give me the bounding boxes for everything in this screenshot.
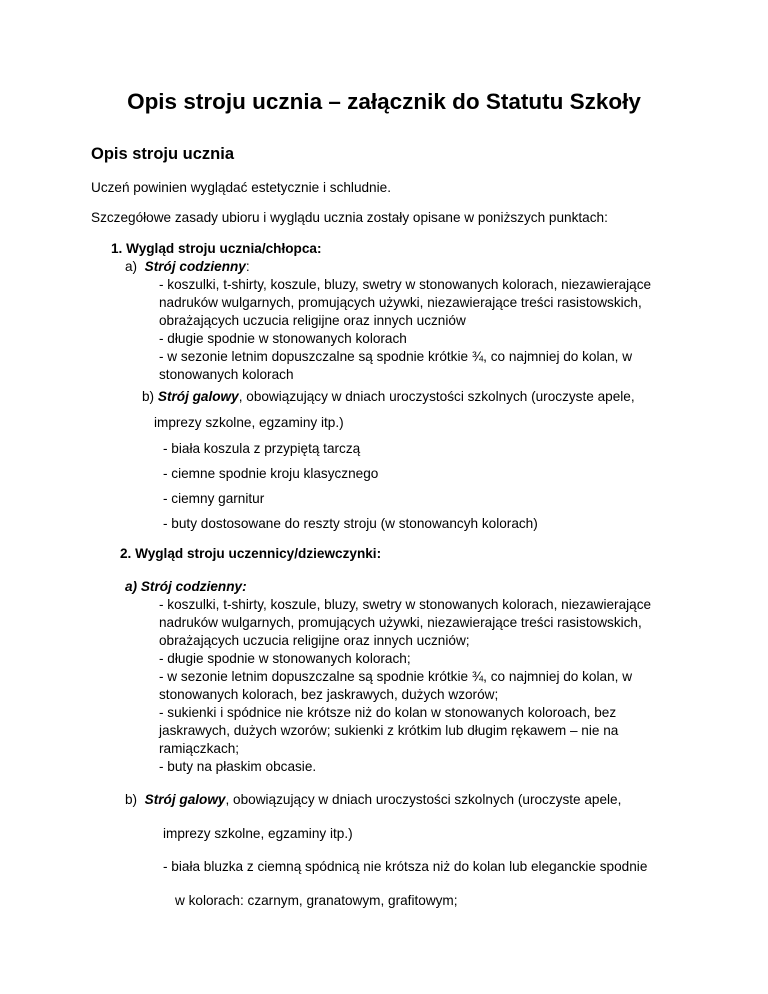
intro-line-2: Szczegółowe zasady ubioru i wyglądu ucznia zostały opisane w poniższych punktach: xyxy=(91,210,608,225)
section-1a-line: nadruków wulgarnych, promujących używki, niezawierające treści rasistowskich, xyxy=(159,295,642,310)
intro-line-1: Uczeń powinien wyglądać estetycznie i schludnie. xyxy=(91,180,391,195)
section-heading: Opis stroju ucznia xyxy=(91,145,235,163)
section-1b-item: - ciemne spodnie kroju klasycznego xyxy=(163,466,379,481)
list-marker: b) xyxy=(142,389,155,404)
section-2a-line: ramiączkach; xyxy=(159,741,240,756)
formal-outfit-label: Strój galowy xyxy=(144,792,226,807)
section-1a-line: stonowanych kolorach xyxy=(159,367,294,382)
section-1a-line: - długie spodnie w stonowanych kolorach xyxy=(159,331,407,346)
section-2b-continuation: imprezy szkolne, egzaminy itp.) xyxy=(163,826,353,841)
section-1b-continuation: imprezy szkolne, egzaminy itp.) xyxy=(154,415,344,430)
formal-outfit-description: , obowiązujący w dniach uroczystości szkolnych (uroczyste apele, xyxy=(225,792,622,807)
section-1a-line: - w sezonie letnim dopuszczalne są spodnie krótkie ¾, co najmniej do kolan, w xyxy=(159,349,633,364)
section-2b-item: - biała bluzka z ciemną spódnicą nie krótsza niż do kolan lub eleganckie spodnie xyxy=(163,859,648,874)
formal-outfit-description: , obowiązujący w dniach uroczystości szkolnych (uroczyste apele, xyxy=(238,389,635,404)
list-marker: a) xyxy=(125,259,138,274)
section-1a-line: - koszulki, t-shirty, koszule, bluzy, swetry w stonowanych kolorach, niezawierające xyxy=(159,277,652,292)
section-2a-line: - w sezonie letnim dopuszczalne są spodnie krótkie ¾, co najmniej do kolan, w xyxy=(159,669,633,684)
section-2a-line: jaskrawych, dużych wzorów; sukienki z krótkim lub długim rękawem – nie na xyxy=(159,723,619,738)
section-1b-label xyxy=(142,388,635,406)
section-2a-label: a) Strój codzienny: xyxy=(125,579,247,594)
section-2a-line: - sukienki i spódnice nie krótsze niż do kolan w stonowanych koloroach, bez xyxy=(159,705,617,720)
section-1a-label xyxy=(125,258,250,276)
section-2a-line: - koszulki, t-shirty, koszule, bluzy, swetry w stonowanych kolorach, niezawierające xyxy=(159,597,652,612)
list-marker: b) xyxy=(125,792,138,807)
section-2b-label xyxy=(125,791,621,809)
section-2a-line: - długie spodnie w stonowanych kolorach; xyxy=(159,651,411,666)
label-colon: : xyxy=(245,259,250,274)
section-2a-line: stonowanych kolorach, bez jaskrawych, dużych wzorów; xyxy=(159,687,499,702)
section-2a-line: nadruków wulgarnych, promujących używki, niezawierające treści rasistowskich, xyxy=(159,615,642,630)
section-1b-item: - ciemny garnitur xyxy=(163,491,265,506)
section-2b-item-continuation: w kolorach: czarnym, granatowym, grafitowym; xyxy=(175,893,458,908)
document-title: Opis stroju ucznia – załącznik do Statutu Szkoły xyxy=(127,89,641,114)
section-1a-line: obrażających uczucia religijne oraz innych uczniów xyxy=(159,313,466,328)
section-1b-item: - biała koszula z przypiętą tarczą xyxy=(163,441,361,456)
section-2a-line: - buty na płaskim obcasie. xyxy=(159,759,317,774)
section-2a-line: obrażających uczucia religijne oraz innych uczniów; xyxy=(159,633,470,648)
section-1-heading: 1. Wygląd stroju ucznia/chłopca: xyxy=(111,241,322,256)
formal-outfit-label: Strój galowy xyxy=(157,389,239,404)
section-2-heading: 2. Wygląd stroju uczennicy/dziewczynki: xyxy=(120,546,382,561)
daily-outfit-label: Strój codzienny xyxy=(144,259,246,274)
section-1b-item: - buty dostosowane do reszty stroju (w stonowancyh kolorach) xyxy=(163,516,538,531)
